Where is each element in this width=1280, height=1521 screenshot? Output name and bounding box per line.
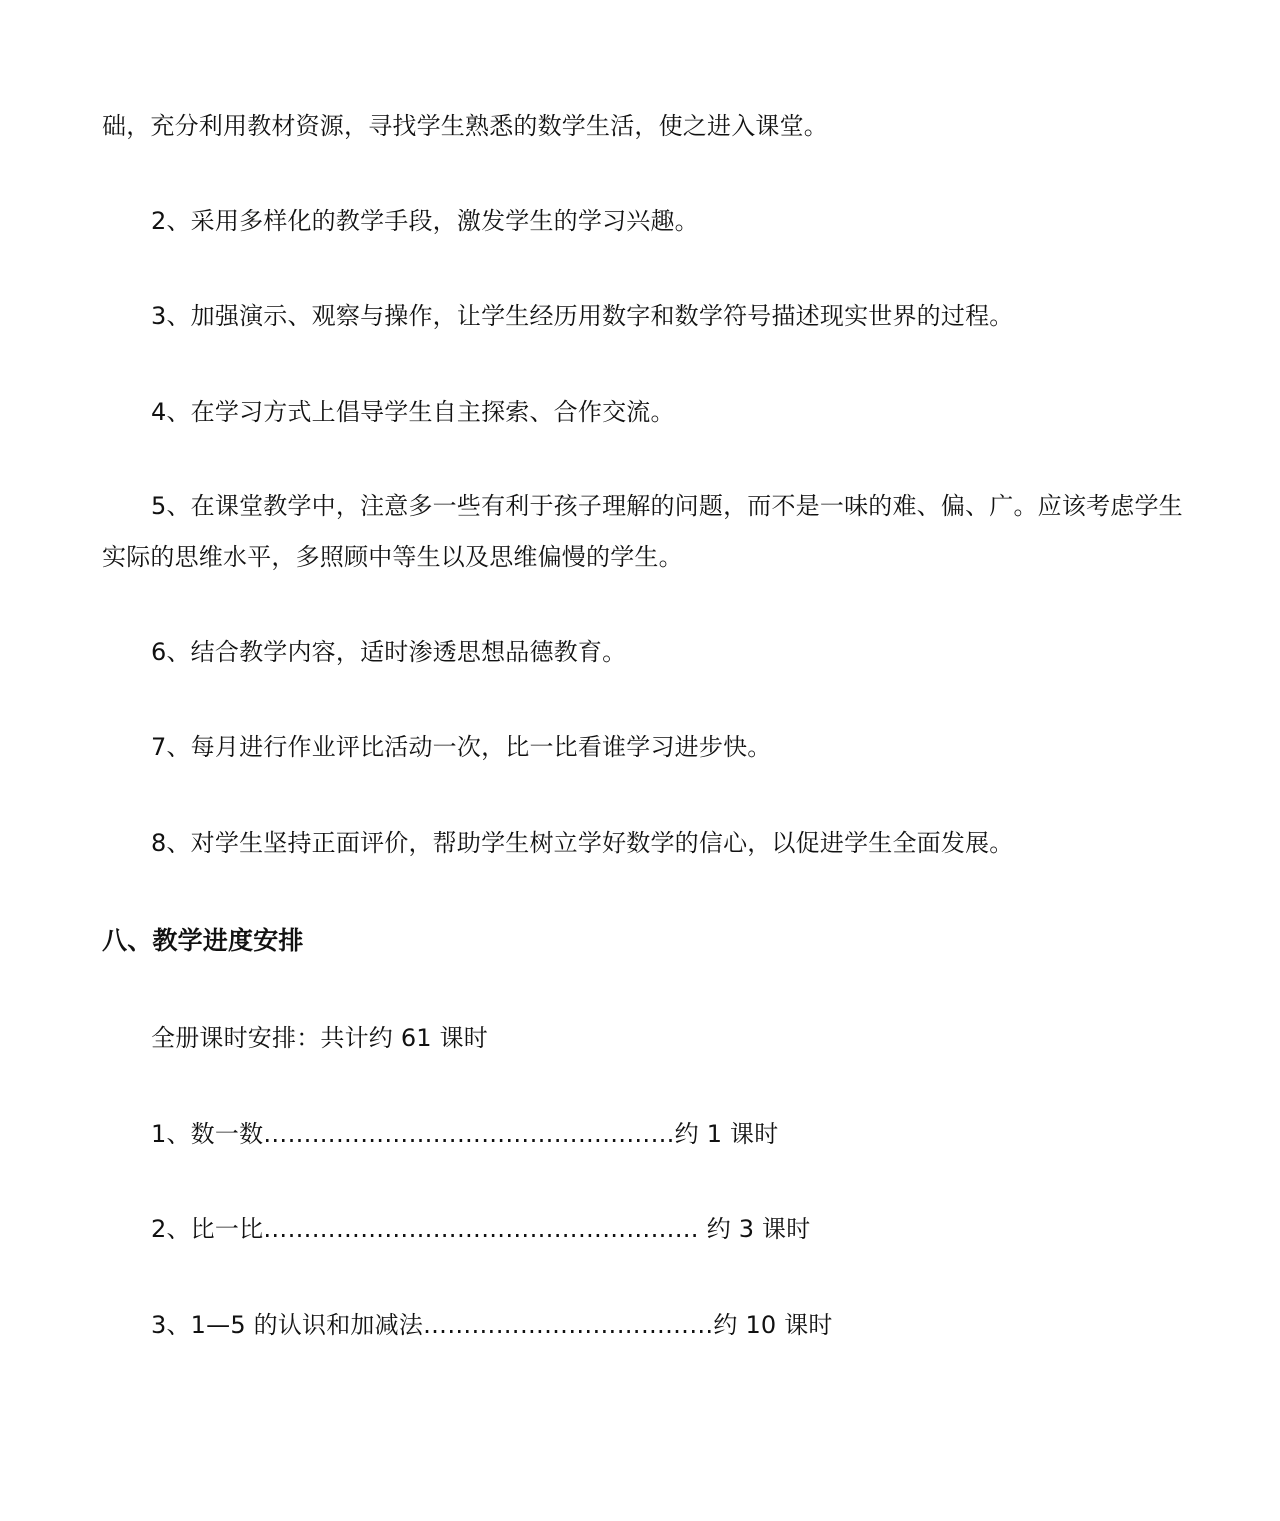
measure-item-5-continued: 实际的思维水平，多照顾中等生以及思维偏慢的学生。 <box>102 543 683 571</box>
paragraph-continuation: 础，充分利用教材资源，寻找学生熟悉的数学生活，使之进入课堂。 <box>102 112 828 140</box>
measure-item-8: 8、对学生坚持正面评价，帮助学生树立学好数学的信心，以促进学生全面发展。 <box>151 829 1014 857</box>
measure-item-3: 3、加强演示、观察与操作，让学生经历用数字和数学符号描述现实世界的过程。 <box>151 302 1014 330</box>
schedule-item-1: 1、数一数……………………………………………约 1 课时 <box>151 1120 779 1148</box>
schedule-item-2: 2、比一比……………………………………………… 约 3 课时 <box>151 1215 811 1243</box>
schedule-total: 全册课时安排：共计约 61 课时 <box>151 1024 488 1052</box>
measure-item-6: 6、结合教学内容，适时渗透思想品德教育。 <box>151 638 627 666</box>
measure-item-5: 5、在课堂教学中，注意多一些有利于孩子理解的问题，而不是一味的难、偏、广。应该考虑学生 <box>151 492 1183 520</box>
schedule-item-3: 3、1—5 的认识和加减法………………………………约 10 课时 <box>151 1311 833 1339</box>
measure-item-4: 4、在学习方式上倡导学生自主探索、合作交流。 <box>151 398 675 426</box>
section-heading: 八、教学进度安排 <box>102 926 304 955</box>
measure-item-7: 7、每月进行作业评比活动一次，比一比看谁学习进步快。 <box>151 733 772 761</box>
measure-item-2: 2、采用多样化的教学手段，激发学生的学习兴趣。 <box>151 207 699 235</box>
